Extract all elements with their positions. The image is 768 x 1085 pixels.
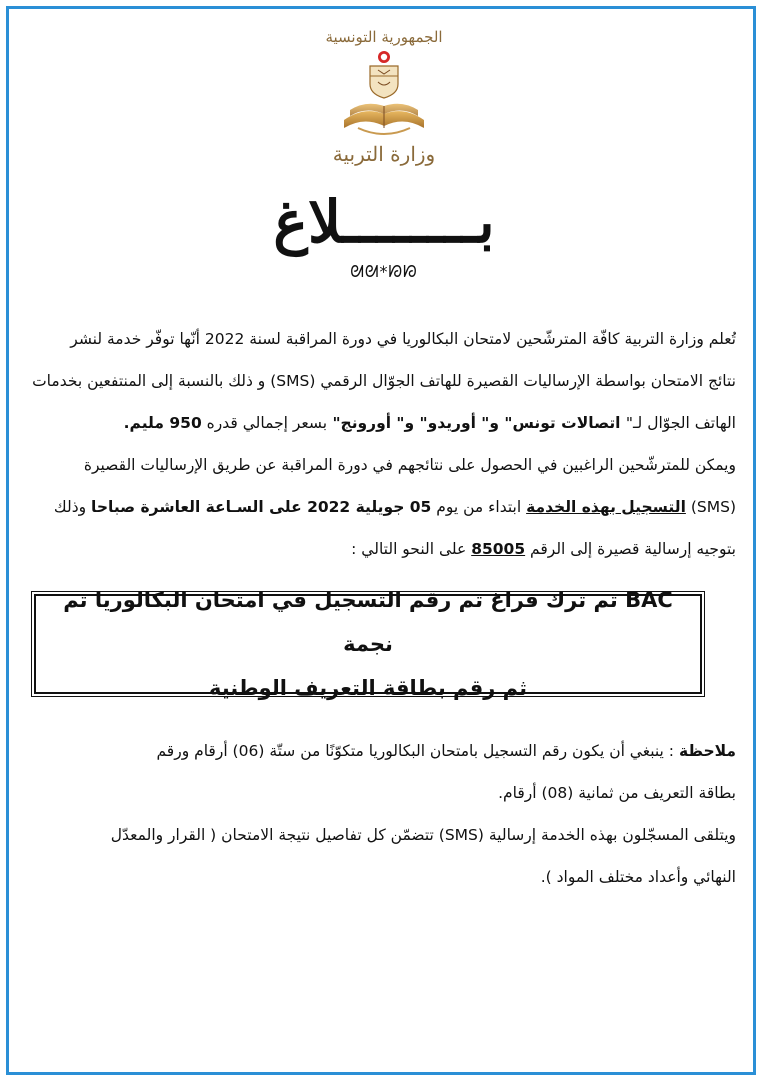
letterhead bbox=[0, 28, 768, 166]
number-outro: على النحو التالي : bbox=[351, 540, 472, 558]
note-section bbox=[26, 730, 736, 898]
title-ornament: ᘛᘛ*ᘗᘗ bbox=[350, 262, 418, 281]
line-end: وذلك bbox=[53, 498, 92, 516]
sms-format-box bbox=[34, 588, 702, 700]
note-line-2: بطاقة التعريف من ثمانية (08) أرقام. bbox=[498, 784, 736, 802]
announcement-body bbox=[26, 318, 736, 570]
operators-intro: الهاتف الجوّال لـ" bbox=[625, 414, 736, 432]
ministry-name: وزارة التربية bbox=[332, 142, 436, 166]
paragraph-2-line-3 bbox=[26, 528, 736, 570]
paragraph-2-line-1: ويمكن للمترشّحين الراغبين في الحصول على نتائجهم في دورة المراقبة عن طريق الإرساليات القصيرة bbox=[83, 456, 736, 474]
paragraph-1-line-1: تُعلم وزارة التربية كافّة المترشّحين لامتحان البكالوريا في دورة المراقبة لسنة 2022 أنّها توفّر خدمة لنشر bbox=[70, 330, 736, 348]
republic-name: الجمهورية التونسية bbox=[325, 28, 443, 46]
note-label: ملاحظة bbox=[678, 742, 736, 760]
start-intro: ابتداء من يوم bbox=[431, 498, 527, 516]
number-intro: بتوجيه إرسالية قصيرة إلى الرقم bbox=[525, 540, 736, 558]
document-title: بــــــــلاغ bbox=[273, 188, 495, 256]
sms-number: 85005 bbox=[471, 540, 526, 558]
note-text-1: : ينبغي أن يكون رقم التسجيل بامتحان البكالوريا متكوّنًا من ستّة (06) أرقام ورقم bbox=[156, 742, 679, 760]
note-line-1 bbox=[26, 730, 736, 772]
tunisia-coat-of-arms-book-icon bbox=[334, 48, 434, 140]
start-date: 05 جويلية 2022 على السـاعة العاشرة صباحا bbox=[91, 498, 432, 516]
operators-list: اتصالات تونس" و" أوريدو" و" أورونج" bbox=[327, 414, 626, 432]
sms-label: (SMS) bbox=[685, 498, 736, 516]
paragraph-1-line-3 bbox=[26, 402, 736, 444]
sms-format-line-2: ثم رقم بطاقة التعريف الوطنية bbox=[209, 676, 527, 700]
sms-format-line-1: BAC ثم ترك فراغ ثم رقم التسجيل في امتحان البكالوريا ثم نجمة bbox=[63, 588, 673, 656]
price-intro: بسعر إجمالي قدره bbox=[201, 414, 328, 432]
note-line-4: النهائي وأعداد مختلف المواد ). bbox=[540, 868, 736, 886]
note-line-3: ويتلقى المسجّلون بهذه الخدمة إرسالية (SMS) تتضمّن كل تفاصيل نتيجة الامتحان ( القرار والمعدّل bbox=[110, 826, 736, 844]
registration-phrase: التسجيل بهذه الخدمة bbox=[526, 498, 686, 516]
paragraph-2-line-2 bbox=[26, 486, 736, 528]
paragraph-1-line-2: نتائج الامتحان بواسطة الإرساليات القصيرة للهاتف الجوّال الرقمي (SMS) و ذلك بالنسبة إلى المنتفعين بخدمات bbox=[32, 372, 736, 390]
price-value: 950 مليم. bbox=[123, 414, 202, 432]
